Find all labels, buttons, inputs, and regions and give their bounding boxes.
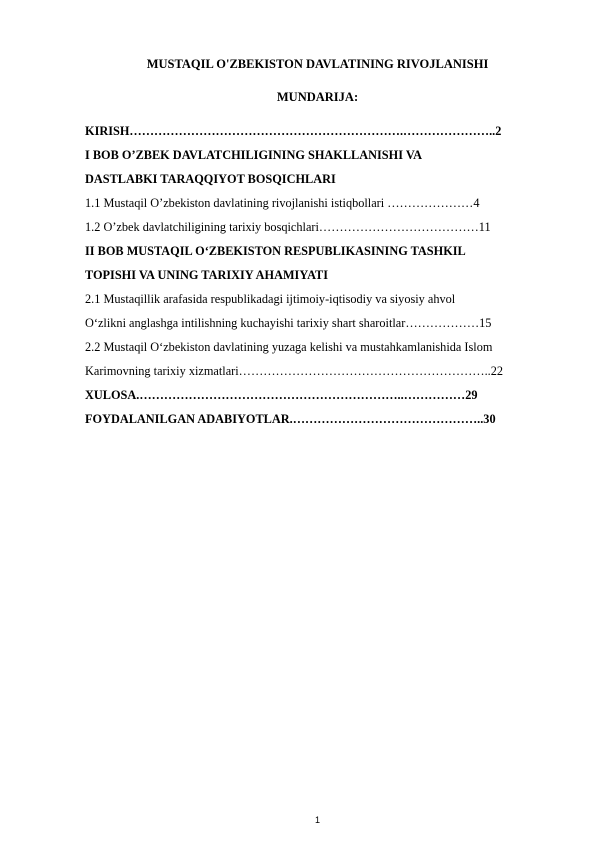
toc-entry-xulosa: XULOSA.………………………………………………………..……………29 <box>85 388 478 402</box>
toc-entry-section-2-1-line-1: 2.1 Mustaqillik arafasida respublikadagi ijtimoiy-iqtisodiy va siyosiy ahvol <box>85 292 456 306</box>
contents-heading: MUNDARIJA: <box>276 90 359 104</box>
document-title: MUSTAQIL O'ZBEKISTON DAVLATINING RIVOJLANISHI <box>146 57 489 71</box>
toc-entry-chapter-2-title-line-1: II BOB MUSTAQIL O‘ZBEKISTON RESPUBLIKASINING TASHKIL <box>85 244 466 258</box>
toc-entry-section-2-2-line-2: Karimovning tarixiy xizmatlari……………………………………………………..22 <box>85 364 504 378</box>
toc-entry-kirish: KIRISH………………………………………………………….…………………..2 <box>85 124 502 138</box>
toc-entry-chapter-1-title-line-2: DASTLABKI TARAQQIYOT BOSQICHLARI <box>85 172 336 186</box>
page-number: 1 <box>314 815 320 825</box>
table-of-contents <box>85 119 555 431</box>
toc-entry-chapter-1-title-line-1: I BOB O’ZBEK DAVLATCHILIGINING SHAKLLANISHI VA <box>85 148 423 162</box>
toc-entry-bibliography: FOYDALANILGAN ADABIYOTLAR.………………………………………..30 <box>85 412 496 426</box>
toc-entry-chapter-2-title-line-2: TOPISHI VA UNING TARIXIY AHAMIYATI <box>85 268 329 282</box>
toc-entry-section-1-1: 1.1 Mustaqil O’zbekiston davlatining rivojlanishi istiqbollari …………………4 <box>85 196 480 210</box>
toc-entry-section-2-1-line-2: O‘zlikni anglashga intilishning kuchayishi tarixiy shart sharoitlar………………15 <box>85 316 492 330</box>
toc-entry-section-2-2-line-1: 2.2 Mustaqil O‘zbekiston davlatining yuzaga kelishi va mustahkamlanishida Islom <box>85 340 493 354</box>
toc-entry-section-1-2: 1.2 O’zbek davlatchiligining tarixiy bosqichlari…………………………………11 <box>85 220 491 234</box>
